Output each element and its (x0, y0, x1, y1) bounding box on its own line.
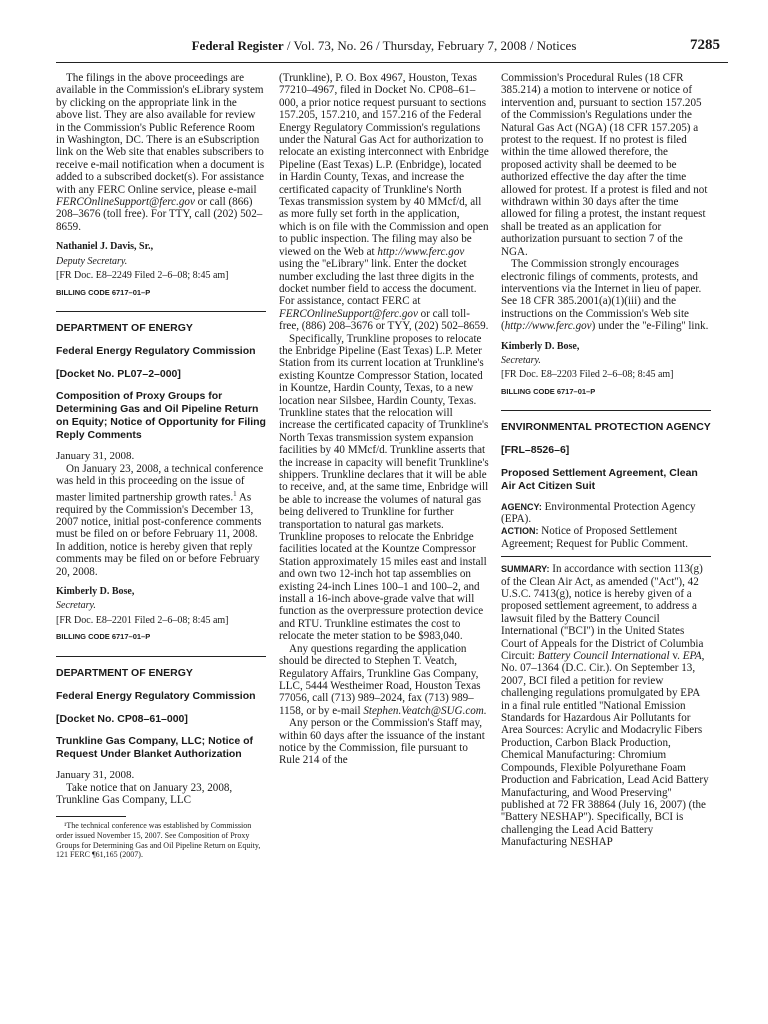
action-label: ACTION: (501, 526, 539, 537)
notice-title: Proposed Settlement Agreement, Clean Air Act Citizen Suit (501, 466, 698, 492)
notice-body: On January 23, 2008, a technical conference was held in this proceeding on the issue of master limited partnership growth rates.$^1$ As required by the Commission's December 13, 2007 notice, initial post-conference comments must be filed on or before February 11, 2008. In addition, notice is hereby given that reply comments may be filed on or before February 20, 2008. (56, 462, 264, 578)
docket-number: [Docket No. PL07–2–000] (56, 367, 181, 380)
support-email[interactable]: FERCOnlineSupport@ferc.gov (56, 196, 195, 209)
notice-body: Commission's Procedural Rules (18 CFR 385.214) a motion to intervene or notice of intervention and, pursuant to section 157.205 of the Commission's Regulations under the Natural Gas Act (NGA) (18 CFR 157.205) a protest to the request. If no protest is filed within the time allowed therefore, the proposed activity shall be deemed to be authorized effective the day after the time allowed for protest. If a protest is filed and not withdrawn within 30 days after the time allowed for filing a protest, the instant request shall be treated as an application for authorization pursuant to section 7 of the NGA. (501, 72, 708, 258)
signatory-title: Deputy Secretary. (56, 255, 128, 267)
notice-date: January 31, 2008. (56, 769, 135, 782)
case-party: EPA (682, 650, 702, 663)
page-header (40, 38, 728, 62)
notice-title: Trunkline Gas Company, LLC; Notice of Request Under Blanket Authorization (56, 735, 253, 761)
frl-number: [FRL–8526–6] (501, 444, 570, 457)
billing-code: BILLING CODE 6717–01–P (56, 287, 151, 297)
signatory-name: Kimberly D. Bose, (501, 340, 580, 352)
notice-body: Any person or the Commission's Staff may, within 60 days after the issuance of the instant notice by the Commission, file pursuant to Rule 214 of the (279, 717, 485, 767)
journal-name: Federal Register (191, 38, 284, 53)
signatory-name: Kimberly D. Bose, (56, 586, 135, 598)
agency-line: AGENCY: Environmental Protection Agency (EPA). (501, 500, 696, 525)
notice-body: (Trunkline), P. O. Box 4967, Houston, Texas 77210–4967, filed in Docket No. CP08–61–000, a prior notice request pursuant to sections 157.205, 157.210, and 157.216 of the Federal Energy Regulatory Commission's regulations under the Natural Gas Act for authorization to relocate an existing interconnect with Enbridge Pipeline (East Texas) L.P. (Enbridge), located in Hardin County, Texas, and increase the certificated capacity of Trunkline's North Texas transmission system by 40 MMcf/d, all as more fully set forth in the application, which is on file with the Commission and open to public inspection. The filing may also be viewed on the Web at http://www.ferc.gov using the ''eLibrary'' link. Enter the docket number excluding the last three digits in the docket number field to access the document. For assistance, contact FERC at FERCOnlineSupport@ferc.gov or call toll-free, (886) 208–3676 or TYY, (202) 502–8659. (279, 72, 489, 333)
intro-paragraph: The filings in the above proceedings are available in the Commission's eLibrary system by clicking on the appropriate link in the above list. They are also available for review in the Commission's Public Reference Room in Washington, DC. There is an eSubscription link on the Web site that enables subscribers to receive e-mail notification when a document is added to a subscribed docket(s). For assistance with any FERC Online service, please e-mail FERCOnlineSupport@ferc.gov or call (866) 208–3676 (toll free). For TTY, call (202) 502–8659. (56, 72, 265, 233)
volume-date: / Vol. 73, No. 26 / Thursday, February 7, 2008 / Notices (283, 38, 577, 53)
summary-rule (501, 556, 711, 557)
department-heading: DEPARTMENT OF ENERGY (56, 321, 193, 334)
notice-title: Composition of Proxy Groups for Determining Gas and Oil Pipeline Return on Equity; Notice of Opportunity for Filing Reply Comments (56, 390, 266, 442)
notice-date: January 31, 2008. (56, 450, 135, 463)
summary-label: SUMMARY: (501, 564, 550, 575)
signatory-title: Secretary. (501, 354, 541, 366)
docket-number: [Docket No. CP08–61–000] (56, 712, 188, 725)
notice-body: Specifically, Trunkline proposes to relocate the Enbridge Pipeline (East Texas) L.P. Meter Station from its current location at Trunkline's existing Kountze Compressor Station, located in Kountze, Hardin County, Texas, to a new location near Silsbee, Hardin County, Texas. Trunkline states that the relocation will increase the certificated capacity of Trunkline's North Texas transmission system expansion facilities by 40 MMcf/d. Trunkline asserts that the increase in capacity will benefit Trunkline's shippers. Trunkline declares that it will be able to receive, and, at the same time, Enbridge will be able to increase the volumes of natural gas being delivered to Trunkline for further transportation to natural gas markets. Trunkline proposes to relocate the Enbridge facilities located at the Kountze Compressor Station approximately 15 miles east and install and own two 12-inch hot tap assemblies on existing 24-inch Lines 100–1 and 100–2, and install a 16-inch above-grade valve that will function as the overpressure protection device and RTU. Trunkline estimates the cost to relocate the meter station to be $983,040. (279, 332, 489, 643)
contact-email[interactable]: Stephen.Veatch@SUG.com. (363, 704, 487, 717)
section-divider (501, 410, 711, 411)
notice-body: Any questions regarding the application should be directed to Stephen T. Veatch, Regulatory Affairs, Trunkline Gas Company, LLC, 5444 Westheimer Road, Houston Texas 77056, call (713) 989–2024, fax (713) 989–1158, or by e-mail Stephen.Veatch@SUG.com. (279, 642, 487, 717)
support-email[interactable]: FERCOnlineSupport@ferc.gov (279, 307, 418, 320)
footnote-rule (56, 816, 126, 817)
action-line: ACTION: Notice of Proposed Settlement Agreement; Request for Public Comment. (501, 525, 689, 550)
billing-code: BILLING CODE 6717–01–P (501, 386, 596, 396)
ferc-link[interactable]: http://www.ferc.gov (504, 320, 592, 333)
fr-doc-line: [FR Doc. E8–2249 Filed 2–6–08; 8:45 am] (56, 270, 229, 282)
signatory-title: Secretary. (56, 600, 96, 612)
agency-heading: Federal Energy Regulatory Commission (56, 344, 256, 357)
fr-doc-line: [FR Doc. E8–2203 Filed 2–6–08; 8:45 am] (501, 369, 674, 381)
footnote-ref[interactable]: 1 (233, 489, 237, 498)
running-head (40, 38, 728, 54)
case-name: Battery Council International (537, 650, 670, 663)
footnote: ¹The technical conference was established by Commission order issued November 15, 2007. See Composition of Proxy Groups for Determining Gas and Oil Pipeline Return on Equity, 121 FERC ¶61,165 (2007). (56, 821, 261, 860)
signatory-name: Nathaniel J. Davis, Sr., (56, 241, 154, 253)
fr-doc-line: [FR Doc. E8–2201 Filed 2–6–08; 8:45 am] (56, 614, 229, 626)
agency-label: AGENCY: (501, 501, 542, 512)
summary-paragraph: SUMMARY: In accordance with section 113(g) of the Clean Air Act, as amended (''Act''), 42 U.S.C. 7413(g), notice is hereby given of a proposed settlement agreement, to address a lawsuit filed by the Battery Council International (''BCI'') in the United States Court of Appeals for the District of Columbia Circuit: Battery Council International v. EPA, No. 07–1364 (D.C. Cir.). On September 13, 2007, BCI filed a petition for review challenging regulations promulgated by EPA in a final rule entitled ''National Emission Standards for Hazardous Air Pollutants for Area Sources: Acrylic and Modacrylic Fibers Production, Carbon Black Production, Chemical Manufacturing: Chromium Compounds, Flexible Polyurethane Foam Production and Fabrication, Lead Acid Battery Manufacturing, and Wood Preserving'' published at 72 FR 38864 (July 16, 2007) (the ''Battery NESHAP''). Specifically, BCI is challenging the Lead Acid Battery Manufacturing NESHAP (501, 563, 709, 849)
billing-code: BILLING CODE 6717–01–P (56, 632, 151, 642)
department-heading: DEPARTMENT OF ENERGY (56, 666, 193, 679)
ferc-link[interactable]: http://www.ferc.gov (377, 245, 465, 258)
column-2 (279, 72, 489, 767)
section-divider (56, 311, 266, 312)
column-3 (501, 72, 711, 849)
section-divider (56, 656, 266, 657)
column-1 (56, 72, 266, 860)
agency-heading: ENVIRONMENTAL PROTECTION AGENCY (501, 421, 711, 434)
notice-body: The Commission strongly encourages electronic filings of comments, protests, and interventions via the Internet in lieu of paper. See 18 CFR 385.2001(a)(1)(iii) and the instructions on the Commission's Web site (http://www.ferc.gov) under the ''e-Filing'' link. (501, 258, 709, 333)
agency-heading: Federal Energy Regulatory Commission (56, 689, 256, 702)
header-rule (56, 62, 728, 63)
page-number: 7285 (690, 37, 720, 53)
notice-body: Take notice that on January 23, 2008, Trunkline Gas Company, LLC (56, 781, 233, 806)
